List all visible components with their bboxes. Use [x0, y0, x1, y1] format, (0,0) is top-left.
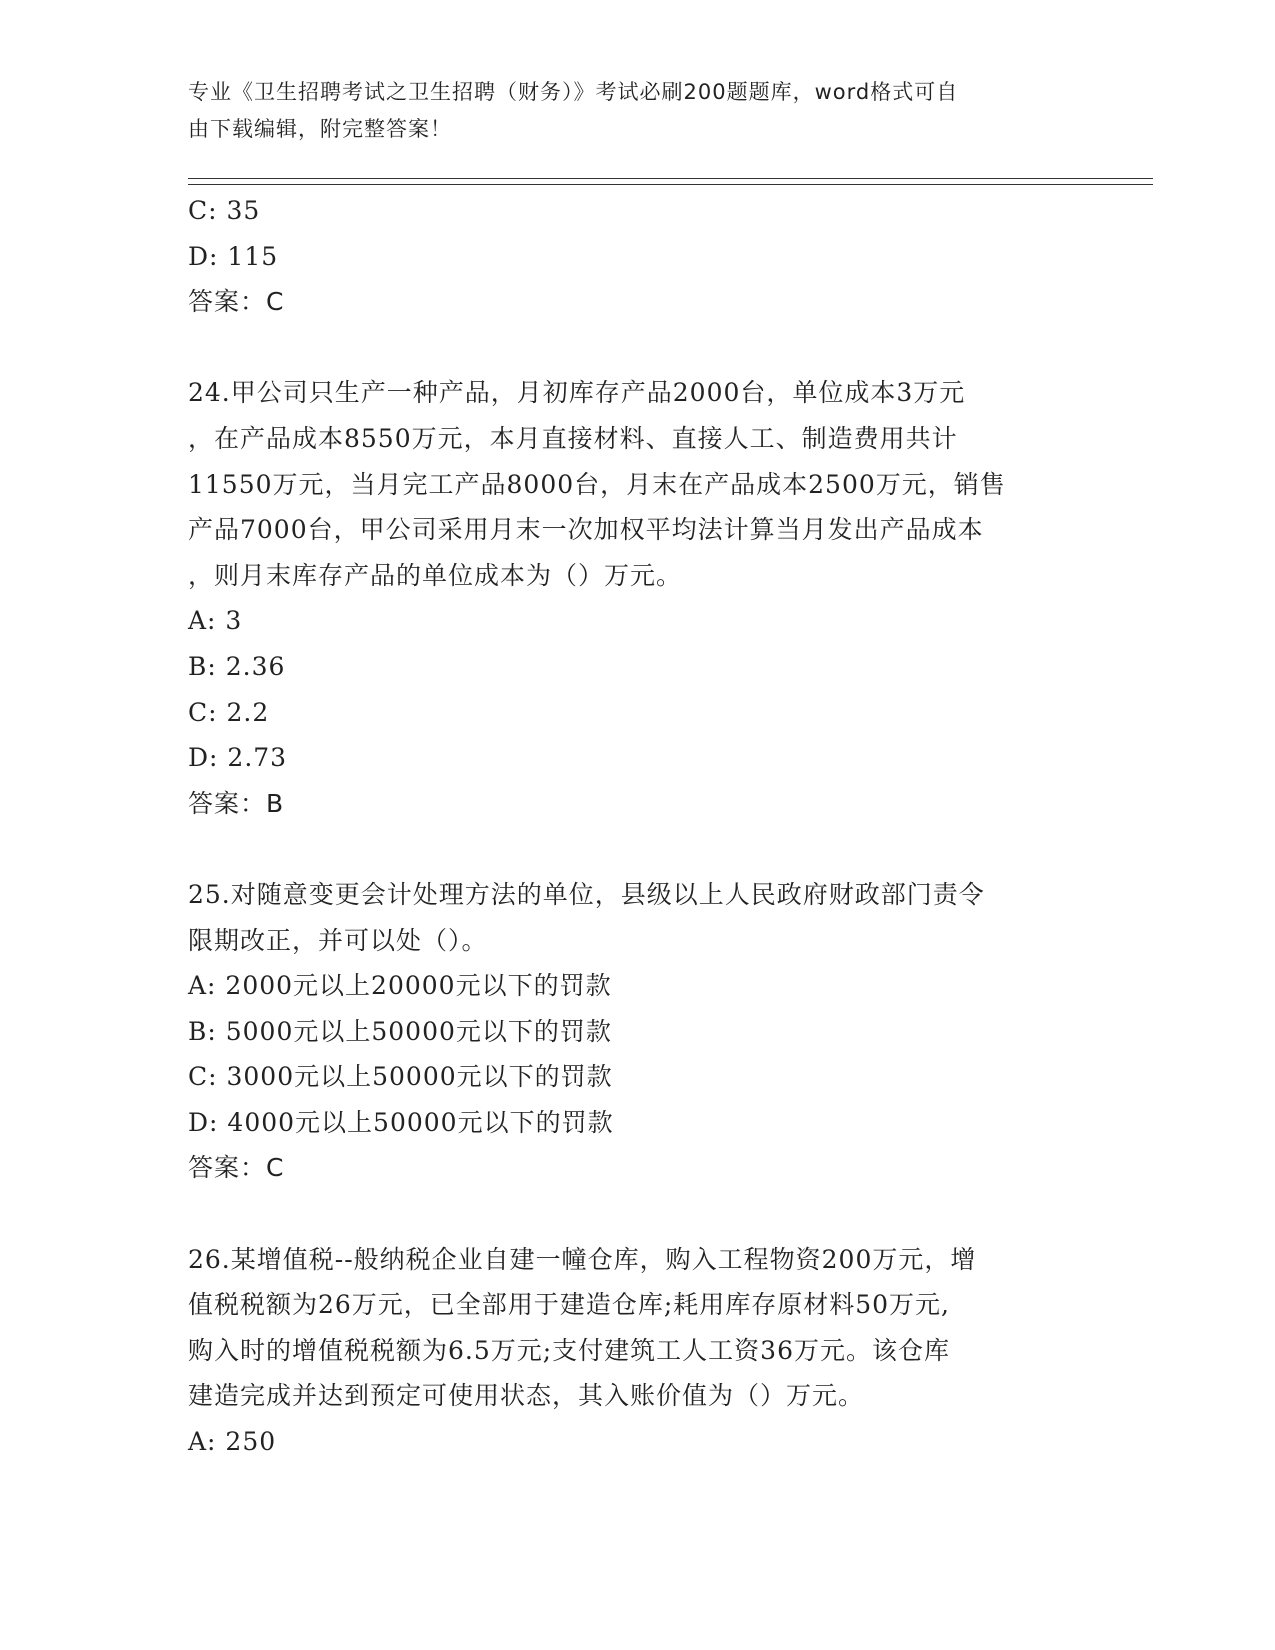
answer-line: 答案：C — [188, 1153, 285, 1183]
option-a: A: 2000元以上20000元以下的罚款 — [188, 971, 612, 1001]
question-24 — [188, 370, 1088, 826]
question-23-continuation — [188, 188, 1088, 325]
question-line: 限期改正，并可以处（）。 — [188, 925, 488, 955]
question-26 — [188, 1237, 1088, 1465]
question-25 — [188, 872, 1088, 1191]
question-line: 产品7000台，甲公司采用月末一次加权平均法计算当月发出产品成本 — [188, 515, 984, 545]
question-text — [188, 1237, 1088, 1419]
question-text — [188, 872, 1088, 963]
option-c: C: 3000元以上50000元以下的罚款 — [188, 1062, 613, 1092]
option-d: D: 4000元以上50000元以下的罚款 — [188, 1107, 614, 1137]
question-line: 值税税额为26万元，已全部用于建造仓库;耗用库存原材料50万元, — [188, 1290, 950, 1320]
option-b: B: 5000元以上50000元以下的罚款 — [188, 1016, 612, 1046]
question-line: 25.对随意变更会计处理方法的单位，县级以上人民政府财政部门责令 — [188, 879, 985, 909]
option-d: D: 115 — [188, 241, 279, 271]
answer-line: 答案：B — [188, 788, 285, 818]
question-line: ，则月末库存产品的单位成本为（）万元。 — [188, 560, 683, 590]
option-c: C: 35 — [188, 196, 261, 225]
answer-line: 答案：C — [188, 287, 285, 317]
question-line: 24.甲公司只生产一种产品，月初库存产品2000台，单位成本3万元 — [188, 378, 966, 408]
document-body — [188, 188, 1088, 1465]
question-line: 建造完成并达到预定可使用状态，其入账价值为（）万元。 — [188, 1381, 865, 1411]
header-double-rule — [188, 178, 1153, 185]
question-line: 26.某增值税--般纳税企业自建一幢仓库，购入工程物资200万元，增 — [188, 1244, 977, 1274]
header-title-line-2: 由下载编辑，附完整答案！ — [188, 117, 452, 141]
spacer — [188, 1191, 1088, 1237]
question-line: 购入时的增值税税额为6.5万元;支付建筑工人工资36万元。该仓库 — [188, 1335, 950, 1365]
option-a: A: 250 — [188, 1427, 277, 1457]
header-title-line-1: 专业《卫生招聘考试之卫生招聘（财务）》考试必刷200题题库，word格式可自 — [188, 80, 959, 104]
spacer — [188, 826, 1088, 872]
option-b: B: 2.36 — [188, 651, 286, 681]
page-header — [188, 74, 1068, 148]
option-a: A: 3 — [188, 606, 243, 636]
question-line: ，在产品成本8550万元，本月直接材料、直接人工、制造费用共计 — [188, 423, 958, 453]
option-c: C: 2.2 — [188, 697, 270, 727]
question-line: 11550万元，当月完工产品8000台，月末在产品成本2500万元，销售 — [188, 469, 1006, 499]
question-text — [188, 370, 1088, 598]
option-d: D: 2.73 — [188, 743, 288, 773]
spacer — [188, 325, 1088, 371]
